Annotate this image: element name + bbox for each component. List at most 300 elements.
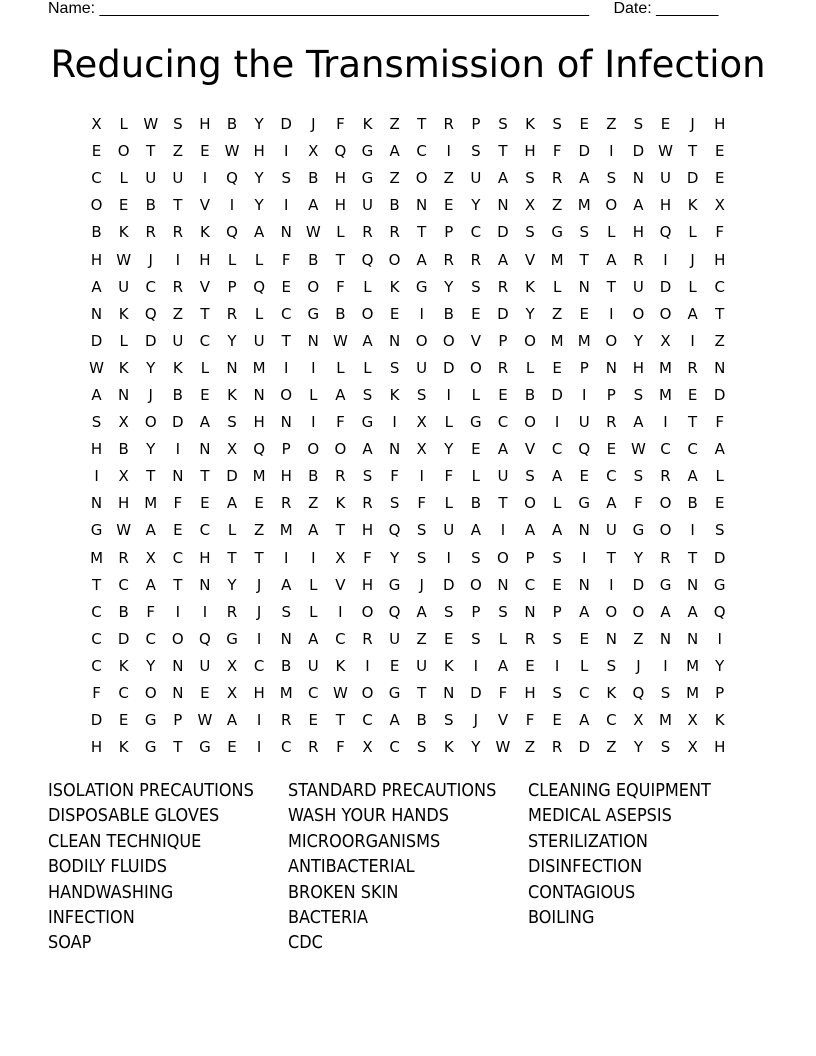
grid-letter: X — [308, 142, 319, 161]
grid-letter: A — [497, 440, 509, 459]
grid-letter: S — [552, 684, 562, 703]
grid-letter: U — [416, 656, 428, 675]
grid-letter: C — [118, 575, 129, 594]
word-list-item: STERILIZATION — [528, 831, 648, 852]
grid-letter: E — [389, 304, 400, 323]
grid-letter: P — [606, 385, 616, 404]
grid-letter: C — [606, 467, 617, 486]
grid-letter: D — [90, 331, 103, 350]
grid-letter: S — [498, 602, 508, 621]
grid-row — [83, 734, 733, 761]
grid-letter: L — [607, 223, 616, 242]
grid-letter: I — [256, 738, 262, 757]
grid-letter: M — [279, 684, 293, 703]
grid-letter: I — [311, 413, 316, 432]
grid-letter: O — [605, 196, 618, 215]
grid-letter: T — [688, 548, 698, 567]
grid-letter: E — [444, 629, 454, 648]
grid-letter: D — [144, 331, 157, 350]
grid-letter: D — [497, 304, 509, 323]
grid-letter: N — [226, 358, 238, 377]
grid-letter: R — [443, 115, 454, 134]
grid-letter: G — [415, 277, 428, 296]
grid-letter: X — [362, 738, 373, 757]
grid-row — [83, 138, 733, 165]
grid-letter: M — [252, 467, 266, 486]
grid-letter: H — [524, 684, 536, 703]
grid-letter: Q — [253, 277, 266, 296]
grid-letter: X — [714, 196, 725, 215]
grid-letter: I — [311, 548, 316, 567]
grid-letter: A — [633, 196, 644, 215]
grid-letter: T — [335, 521, 345, 540]
grid-letter: S — [416, 738, 427, 757]
grid-letter: D — [551, 385, 563, 404]
grid-letter: O — [307, 277, 320, 296]
grid-letter: E — [606, 440, 617, 459]
grid-letter: G — [144, 738, 157, 757]
grid-letter: M — [577, 196, 591, 215]
grid-letter: R — [226, 602, 238, 621]
grid-letter: I — [283, 358, 289, 377]
grid-letter: B — [308, 250, 319, 269]
grid-letter: O — [442, 331, 455, 350]
grid-letter: H — [334, 169, 347, 188]
grid-letter: G — [388, 684, 401, 703]
grid-letter: O — [605, 331, 618, 350]
grid-letter: R — [362, 629, 373, 648]
grid-letter: T — [498, 494, 508, 513]
grid-letter: C — [199, 331, 211, 350]
grid-letter: O — [469, 358, 482, 377]
grid-letter: S — [227, 413, 237, 432]
grid-row — [83, 517, 733, 544]
word-list-item: STANDARD PRECAUTIONS — [288, 781, 497, 801]
grid-letter: I — [392, 413, 397, 432]
grid-letter: G — [199, 738, 211, 757]
grid-letter: X — [524, 196, 536, 215]
grid-letter: A — [91, 385, 102, 404]
word-list-item: DISPOSABLE GLOVES — [48, 806, 220, 827]
grid-letter: N — [659, 629, 672, 648]
grid-letter: T — [173, 196, 183, 215]
grid-letter: A — [497, 250, 509, 269]
grid-letter: K — [525, 115, 535, 134]
grid-letter: F — [336, 277, 345, 296]
grid-letter: N — [90, 494, 103, 513]
grid-letter: N — [686, 629, 699, 648]
grid-letter: Q — [253, 440, 266, 459]
grid-letter: B — [335, 304, 346, 323]
grid-letter: C — [687, 440, 698, 459]
grid-letter: N — [578, 575, 590, 594]
grid-letter: H — [199, 548, 211, 567]
grid-letter: E — [714, 142, 725, 161]
grid-letter: E — [308, 711, 319, 730]
grid-letter: R — [389, 223, 400, 242]
grid-letter: T — [715, 304, 725, 323]
grid-letter: R — [172, 277, 184, 296]
grid-letter: I — [717, 629, 722, 648]
grid-letter: C — [91, 656, 102, 675]
grid-letter: C — [253, 656, 265, 675]
grid-letter: O — [361, 602, 374, 621]
grid-letter: I — [690, 521, 695, 540]
grid-letter: L — [227, 521, 237, 540]
grid-letter: R — [606, 413, 617, 432]
grid-letter: X — [226, 656, 238, 675]
grid-letter: S — [525, 223, 535, 242]
grid-letter: D — [632, 575, 645, 594]
grid-letter: O — [469, 575, 482, 594]
grid-letter: E — [227, 738, 237, 757]
grid-letter: N — [118, 385, 130, 404]
grid-letter: K — [362, 115, 373, 134]
grid-letter: H — [361, 575, 374, 594]
grid-letter: G — [659, 575, 672, 594]
grid-letter: Y — [254, 169, 264, 188]
name-field-label: Name: _______________________________________________________ — [48, 0, 589, 17]
grid-letter: K — [335, 656, 346, 675]
grid-letter: T — [417, 684, 427, 703]
grid-row — [83, 599, 733, 626]
grid-row — [83, 192, 733, 219]
grid-letter: L — [444, 413, 453, 432]
grid-letter: N — [524, 602, 536, 621]
grid-letter: H — [334, 196, 347, 215]
grid-letter: A — [579, 169, 590, 188]
grid-letter: K — [687, 196, 698, 215]
grid-letter: Q — [388, 602, 401, 621]
grid-letter: M — [90, 548, 104, 567]
grid-letter: I — [582, 548, 587, 567]
grid-letter: E — [552, 711, 562, 730]
grid-letter: W — [332, 684, 348, 703]
grid-letter: L — [227, 250, 237, 269]
grid-letter: T — [146, 467, 156, 486]
grid-letter: E — [552, 575, 562, 594]
grid-letter: Y — [146, 440, 156, 459]
grid-letter: R — [633, 250, 644, 269]
grid-letter: P — [227, 277, 237, 296]
grid-letter: L — [471, 467, 481, 486]
grid-letter: S — [416, 548, 427, 567]
letter-grid — [83, 111, 733, 761]
grid-letter: A — [687, 467, 698, 486]
grid-letter: O — [388, 250, 401, 269]
grid-letter: C — [416, 142, 427, 161]
grid-letter: S — [660, 738, 671, 757]
grid-row — [83, 274, 733, 301]
grid-letter: K — [714, 711, 725, 730]
grid-letter: Y — [444, 277, 454, 296]
grid-letter: F — [498, 684, 508, 703]
grid-letter: C — [199, 521, 211, 540]
grid-letter: I — [582, 385, 587, 404]
grid-row — [83, 409, 733, 436]
grid-letter: S — [389, 358, 400, 377]
grid-letter: V — [199, 277, 211, 296]
grid-letter: X — [118, 467, 129, 486]
grid-letter: O — [524, 331, 536, 350]
grid-letter: C — [551, 440, 563, 459]
grid-letter: A — [497, 656, 509, 675]
grid-letter: U — [632, 277, 644, 296]
grid-letter: L — [715, 467, 724, 486]
grid-letter: Y — [227, 575, 237, 594]
grid-letter: E — [579, 304, 589, 323]
grid-letter: S — [471, 629, 481, 648]
grid-letter: S — [633, 467, 644, 486]
grid-letter: L — [200, 358, 210, 377]
grid-letter: H — [253, 413, 265, 432]
word-list-item: CLEANING EQUIPMENT — [528, 781, 711, 801]
grid-letter: N — [686, 575, 699, 594]
grid-letter: R — [497, 358, 509, 377]
grid-letter: J — [148, 385, 153, 404]
grid-letter: V — [524, 250, 536, 269]
grid-letter: H — [659, 196, 672, 215]
grid-letter: I — [609, 142, 614, 161]
grid-letter: O — [632, 304, 645, 323]
grid-letter: K — [118, 358, 129, 377]
grid-letter: X — [91, 115, 102, 134]
grid-letter: W — [89, 358, 104, 377]
grid-letter: N — [280, 629, 292, 648]
grid-letter: W — [143, 115, 159, 134]
grid-letter: N — [578, 521, 590, 540]
grid-letter: I — [283, 196, 289, 215]
grid-letter: Z — [606, 738, 617, 757]
grid-letter: L — [525, 358, 535, 377]
grid-letter: L — [119, 115, 128, 134]
grid-letter: L — [552, 277, 562, 296]
grid-letter: N — [280, 223, 292, 242]
grid-letter: I — [256, 629, 262, 648]
grid-letter: Y — [525, 304, 535, 323]
grid-letter: E — [471, 440, 481, 459]
grid-letter: Y — [471, 196, 481, 215]
grid-letter: R — [551, 169, 563, 188]
grid-letter: H — [714, 738, 726, 757]
grid-letter: I — [365, 656, 370, 675]
grid-letter: I — [500, 521, 506, 540]
grid-letter: U — [660, 169, 671, 188]
grid-letter: P — [552, 602, 562, 621]
grid-letter: I — [609, 304, 614, 323]
grid-letter: O — [280, 385, 293, 404]
grid-letter: O — [605, 602, 618, 621]
grid-letter: C — [497, 413, 509, 432]
grid-letter: L — [254, 304, 264, 323]
word-list-item: CONTAGIOUS — [528, 882, 636, 903]
grid-letter: A — [579, 602, 590, 621]
grid-letter: J — [473, 711, 479, 730]
word-list-item: MICROORGANISMS — [288, 831, 441, 852]
grid-letter: I — [609, 575, 614, 594]
grid-letter: H — [361, 521, 374, 540]
grid-letter: F — [281, 250, 291, 269]
grid-letter: X — [226, 684, 238, 703]
grid-letter: S — [416, 385, 427, 404]
grid-letter: F — [336, 738, 345, 757]
grid-letter: I — [419, 304, 424, 323]
grid-letter: A — [552, 521, 563, 540]
grid-letter: I — [690, 331, 695, 350]
grid-letter: W — [116, 521, 132, 540]
grid-letter: S — [633, 115, 644, 134]
word-list-item: MEDICAL ASEPSIS — [528, 806, 672, 827]
grid-letter: F — [634, 494, 643, 513]
grid-letter: D — [90, 711, 103, 730]
grid-letter: Z — [552, 304, 563, 323]
word-list-item: CLEAN TECHNIQUE — [48, 831, 202, 852]
grid-row — [83, 219, 733, 246]
grid-letter: H — [632, 223, 645, 242]
grid-letter: A — [226, 494, 238, 513]
grid-letter: D — [578, 142, 591, 161]
grid-letter: A — [416, 250, 427, 269]
grid-letter: G — [361, 169, 374, 188]
grid-letter: I — [229, 196, 235, 215]
grid-letter: O — [659, 521, 672, 540]
grid-letter: C — [470, 223, 482, 242]
grid-letter: G — [307, 304, 320, 323]
grid-letter: O — [90, 196, 103, 215]
grid-letter: Q — [632, 684, 645, 703]
grid-letter: Q — [361, 250, 374, 269]
grid-letter: I — [446, 142, 451, 161]
grid-letter: A — [606, 494, 617, 513]
grid-letter: I — [175, 440, 181, 459]
grid-letter: B — [91, 223, 102, 242]
grid-row — [83, 436, 733, 463]
grid-letter: M — [144, 494, 158, 513]
grid-letter: K — [200, 223, 210, 242]
grid-letter: I — [663, 413, 668, 432]
grid-letter: U — [497, 467, 509, 486]
grid-letter: S — [444, 711, 454, 730]
grid-letter: F — [525, 711, 535, 730]
grid-letter: P — [173, 711, 183, 730]
grid-letter: J — [419, 575, 424, 594]
grid-letter: Y — [633, 548, 643, 567]
grid-letter: E — [200, 684, 210, 703]
grid-letter: N — [578, 277, 590, 296]
grid-letter: G — [361, 413, 374, 432]
grid-letter: S — [525, 169, 535, 188]
grid-letter: E — [281, 277, 291, 296]
grid-letter: S — [660, 684, 671, 703]
grid-letter: E — [552, 358, 562, 377]
grid-letter: A — [362, 440, 373, 459]
grid-letter: M — [577, 331, 591, 350]
grid-letter: M — [659, 358, 672, 377]
grid-letter: Q — [578, 440, 591, 459]
grid-letter: I — [338, 602, 343, 621]
grid-letter: C — [362, 711, 373, 730]
grid-letter: J — [256, 575, 262, 594]
grid-letter: L — [688, 277, 697, 296]
grid-letter: U — [443, 521, 455, 540]
grid-letter: K — [606, 684, 617, 703]
grid-letter: A — [660, 602, 671, 621]
grid-letter: K — [335, 494, 346, 513]
grid-letter: X — [118, 413, 129, 432]
grid-letter: T — [146, 142, 156, 161]
grid-letter: E — [714, 494, 725, 513]
date-field-label: Date: _______ — [613, 0, 719, 17]
grid-letter: G — [361, 142, 374, 161]
grid-letter: S — [416, 521, 427, 540]
grid-letter: C — [118, 684, 129, 703]
grid-letter: I — [202, 169, 208, 188]
grid-letter: Q — [226, 223, 238, 242]
grid-letter: Z — [253, 521, 265, 540]
grid-letter: R — [470, 250, 482, 269]
grid-letter: L — [363, 277, 372, 296]
grid-letter: L — [444, 494, 453, 513]
grid-letter: Z — [172, 142, 183, 161]
grid-letter: P — [281, 440, 291, 459]
grid-letter: E — [118, 196, 129, 215]
grid-letter: O — [361, 684, 374, 703]
grid-letter: D — [497, 223, 509, 242]
grid-letter: T — [227, 548, 237, 567]
grid-letter: O — [659, 304, 672, 323]
grid-letter: I — [663, 656, 668, 675]
grid-letter: S — [498, 115, 508, 134]
grid-letter: E — [498, 385, 508, 404]
grid-letter: G — [470, 413, 482, 432]
grid-letter: T — [91, 575, 102, 594]
grid-letter: E — [579, 115, 589, 134]
grid-letter: P — [444, 223, 454, 242]
grid-letter: E — [444, 196, 454, 215]
grid-letter: I — [473, 656, 479, 675]
grid-letter: A — [308, 629, 319, 648]
grid-letter: D — [713, 385, 726, 404]
grid-letter: T — [688, 413, 698, 432]
grid-letter: O — [307, 440, 320, 459]
grid-letter: Y — [633, 738, 643, 757]
grid-letter: M — [659, 385, 672, 404]
grid-letter: U — [470, 169, 482, 188]
grid-letter: T — [579, 250, 589, 269]
grid-letter: Y — [227, 331, 237, 350]
grid-letter: H — [632, 358, 645, 377]
grid-letter: Q — [659, 223, 672, 242]
grid-row — [83, 111, 733, 138]
grid-letter: B — [389, 196, 400, 215]
grid-letter: B — [308, 169, 319, 188]
grid-letter: Y — [633, 331, 643, 350]
grid-letter: E — [200, 385, 210, 404]
grid-letter: D — [117, 629, 130, 648]
grid-letter: K — [118, 223, 129, 242]
grid-letter: E — [714, 169, 725, 188]
grid-letter: L — [309, 575, 318, 594]
grid-letter: U — [605, 521, 617, 540]
grid-letter: X — [633, 711, 644, 730]
grid-letter: G — [388, 575, 401, 594]
grid-letter: I — [202, 602, 208, 621]
grid-letter: W — [224, 142, 240, 161]
grid-letter: O — [117, 142, 130, 161]
grid-letter: P — [525, 548, 535, 567]
grid-letter: F — [417, 494, 426, 513]
grid-letter: W — [631, 440, 646, 459]
